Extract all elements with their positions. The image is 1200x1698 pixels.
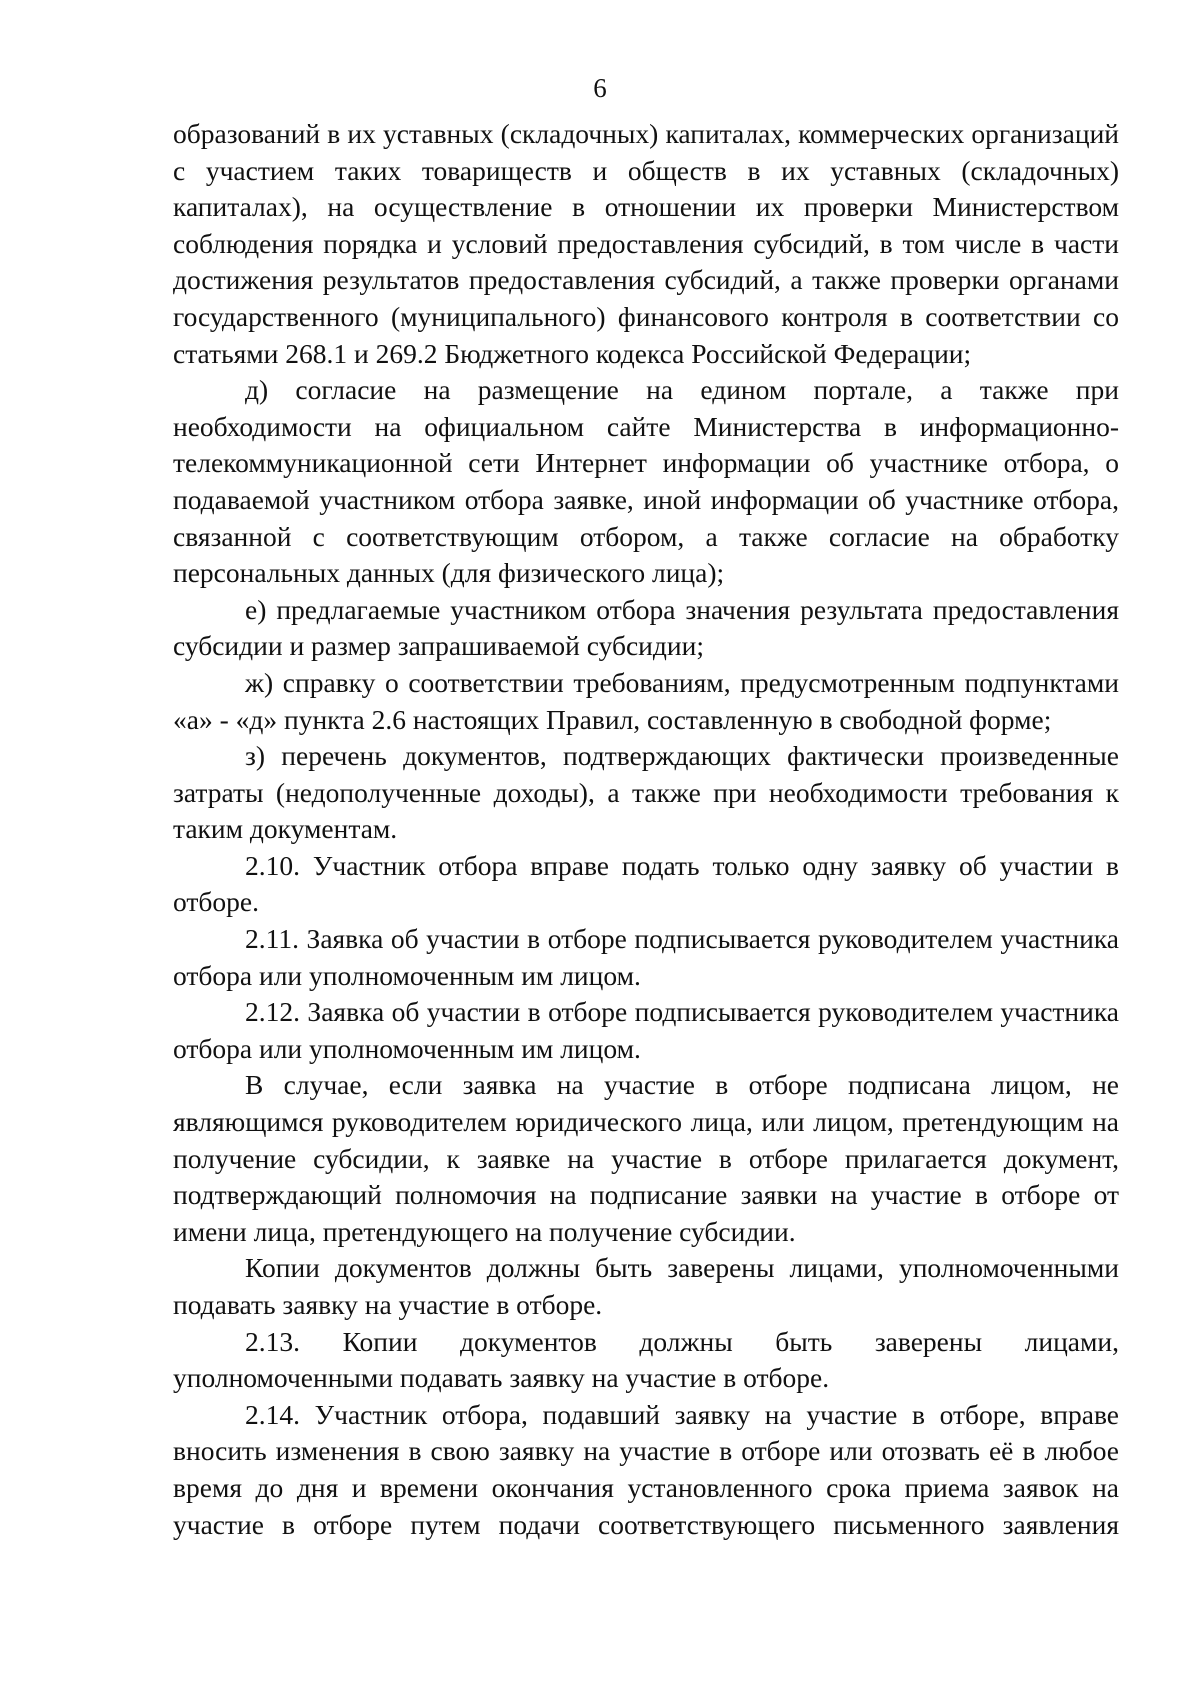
paragraph-2-12: 2.12. Заявка об участии в отборе подписывается руководителем участника отбора или уполномоченным им лицом. [173, 996, 1119, 1064]
page-number: 6 [593, 73, 607, 103]
document-body [173, 116, 1119, 1543]
paragraph-item-zh: ж) справку о соответствии требованиям, предусмотренным подпунктами «а» - «д» пункта 2.6 настоящих Правил, составленную в свободной форме; [173, 666, 1119, 735]
paragraph-item-e: е) предлагаемые участником отбора значения результата предоставления субсидии и размер запрашиваемой субсидии; [173, 593, 1119, 662]
paragraph-item-d: д) согласие на размещение на едином портале, а также при необходимости на официальном сайте Министерства в информационно-телекоммуникационной сети Интернет информации об участнике отбора, о подаваемой участником отбора заявке, иной информации об участнике отбора, связанной с соответствующим отбором, а также согласие на обработку персональных данных (для физического лица); [173, 374, 1119, 589]
paragraph-2-13: 2.13. Копии документов должны быть заверены лицами, уполномоченными подавать заявку на участие в отборе. [173, 1325, 1119, 1394]
paragraph-2-11: 2.11. Заявка об участии в отборе подписывается руководителем участника отбора или уполномоченным им лицом. [173, 923, 1119, 991]
paragraph-signature-case: В случае, если заявка на участие в отборе подписана лицом, не являющимся руководителем юридического лица, или лицом, претендующим на получение субсидии, к заявке на участие в отборе прилагается документ, подтверждающий полномочия на подписание заявки на участие в отборе от имени лица, претендующего на получение субсидии. [173, 1069, 1119, 1247]
paragraph-copies-certified: Копии документов должны быть заверены лицами, уполномоченными подавать заявку на участие в отборе. [173, 1252, 1119, 1320]
paragraph-2-14: 2.14. Участник отбора, подавший заявку на участие в отборе, вправе вносить изменения в свою заявку на участие в отборе или отозвать её в любое время до дня и времени окончания установленного срока приема заявок на участие в отборе путем подачи соответствующего письменного заявления [173, 1398, 1119, 1540]
paragraph-continuation: образований в их уставных (складочных) капиталах, коммерческих организаций с участием таких товариществ и обществ в их уставных (складочных) капиталах), на осуществление в отношении их проверки Министерством соблюдения порядка и условий предоставления субсидий, в том числе в части достижения результатов предоставления субсидий, а также проверки органами государственного (муниципального) финансового контроля в соответствии со статьями 268.1 и 269.2 Бюджетного кодекса Российской Федерации; [173, 118, 1119, 369]
paragraph-item-z: з) перечень документов, подтверждающих фактически произведенные затраты (недополученные доходы), а также при необходимости требования к таким документам. [173, 740, 1119, 845]
paragraph-2-10: 2.10. Участник отбора вправе подать только одну заявку об участии в отборе. [173, 849, 1119, 918]
